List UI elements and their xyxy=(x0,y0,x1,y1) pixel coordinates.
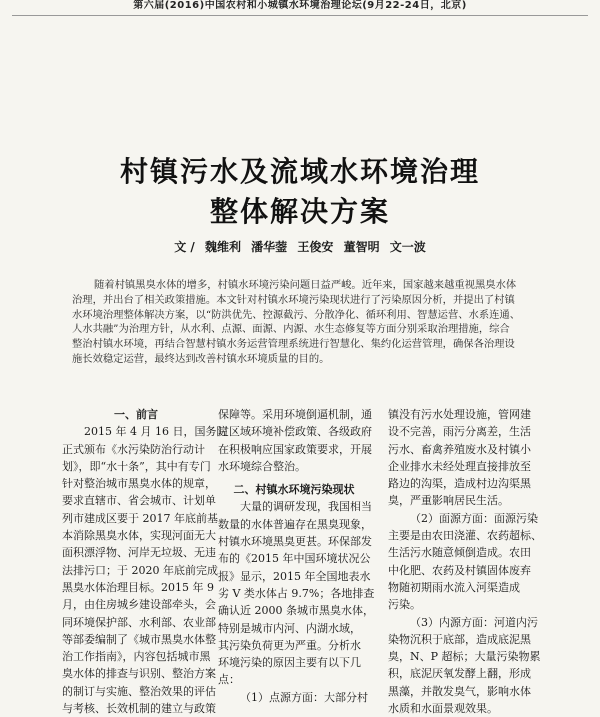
body-line: 月，由住房城乡建设部牵头，会 xyxy=(62,598,216,612)
body-line: 本消除黑臭水体，实现河面无大 xyxy=(62,529,216,543)
body-line: 污染。 xyxy=(388,598,421,612)
running-header: 第六届(2016)中国农村和小城镇水环境治理论坛(9月22-24日，北京) xyxy=(133,0,467,11)
body-line: （1）点源方面：大部分村 xyxy=(240,690,368,704)
body-column-1 xyxy=(62,406,228,717)
body-line: 正式颁布《水污染防治行动计 xyxy=(62,442,205,456)
body-line: 物随初期雨水流入河渠造成 xyxy=(388,580,520,594)
body-line: 黑藻，并散发臭气，影响水体 xyxy=(388,684,531,698)
body-column-2 xyxy=(218,406,375,706)
body-line: 确认近 2000 条城市黑臭水体， xyxy=(218,604,374,618)
author-name: 潘华蓥 xyxy=(251,240,288,254)
body-line: 臭，严重影响居民生活。 xyxy=(388,494,509,508)
body-line: 镇没有污水处理设施，管网建 xyxy=(388,408,531,421)
body-column-3 xyxy=(388,406,556,717)
article-title-line-1: 村镇污水及流域水环境治理 xyxy=(119,155,480,188)
body-line: 报》显示，2015 年全国地表水 xyxy=(218,569,371,583)
author-name: 王俊安 xyxy=(297,240,334,254)
abstract-line: 随着村镇黑臭水体的增多，村镇水环境污染问题日益严峻。近年来，国家越来越重视黑臭水体 xyxy=(94,279,517,291)
section-heading-intro: 一、前言 xyxy=(114,408,158,421)
body-line: 水环境综合整治。 xyxy=(218,459,306,473)
body-line: 路边的沟渠，造成村边沟渠黑 xyxy=(388,477,531,491)
body-line: 2015 年 4 月 16 日，国务院 xyxy=(84,425,228,439)
body-line: 布的《2015 年中国环境状况公 xyxy=(218,552,371,566)
body-line: 染物沉积于底部，造成底泥黑 xyxy=(388,632,531,646)
body-line: 过区域环境补偿政策、各级政府 xyxy=(218,425,372,439)
body-line: 特别是城市内河、内湖水域， xyxy=(218,621,361,635)
body-line: 臭水体的排查与识别、整治方案 xyxy=(62,667,216,681)
body-line: 与考核、长效机制的建立与政策 xyxy=(62,702,216,716)
body-line: （2）面源方面：面源污染 xyxy=(410,511,538,525)
body-line: 其污染负荷更为严重。分析水 xyxy=(218,638,361,652)
body-line: 环境污染的原因主要有以下几 xyxy=(218,656,361,670)
abstract-line: 人水共融”为治理方针，从水利、点源、面源、内源、水生态修复等方面分别采取治理措施，综合 xyxy=(72,323,510,336)
body-line: 同环境保护部、水利部、农业部 xyxy=(62,615,216,629)
body-line: 列市建成区要于 2017 年底前基 xyxy=(62,511,218,525)
body-line: 生活污水随意倾倒造成。农田 xyxy=(388,546,531,560)
body-line: 要求直辖市、省会城市、计划单 xyxy=(62,494,216,508)
body-line: （3）内源方面：河道内污 xyxy=(410,615,538,629)
body-line: 中化肥、农药及村镇固体废弃 xyxy=(388,563,531,577)
body-line: 等部委编制了《城市黑臭水体整 xyxy=(62,632,216,646)
abstract-line: 施长效稳定运营，最终达到改善村镇水环境质量的目的。 xyxy=(72,352,330,365)
section-heading-status: 二、村镇水环境污染现状 xyxy=(233,483,355,497)
body-line: 企业排水未经处理直接排放至 xyxy=(388,459,531,473)
article-title-line-2: 整体解决方案 xyxy=(209,195,390,228)
body-line: 污水、畜禽养殖废水及村镇小 xyxy=(388,442,531,456)
author-name: 文一波 xyxy=(389,240,426,254)
body-line: 劣 V 类水体占 9.7%；各地排查 xyxy=(218,586,375,600)
body-line: 点： xyxy=(218,673,240,687)
body-line: 水质和水面景观效果。 xyxy=(388,702,498,716)
author-name: 魏维利 xyxy=(204,240,241,254)
author-byline xyxy=(0,238,600,255)
body-line: 在积极响应国家政策要求，开展 xyxy=(218,442,372,456)
body-line: 设不完善，雨污分离差，生活 xyxy=(388,425,531,439)
body-line: 村镇水环境黑臭更甚。环保部发 xyxy=(218,535,372,549)
body-line: 针对整治城市黑臭水体的规章， xyxy=(62,477,216,491)
body-line: 的制订与实施、整治效果的评估 xyxy=(62,684,216,698)
abstract-line: 水环境治理整体解决方案，以“防洪优先、控源截污、分散净化、循环利用、智慧运营、水系连通、 xyxy=(72,308,521,321)
body-line: 划》，即“水十条”，其中有专门 xyxy=(62,459,211,473)
body-line: 保障等。采用环境倒逼机制，通 xyxy=(218,408,372,421)
abstract-line: 治理，并出台了相关政策措施。本文针对村镇水环境污染现状进行了污染原因分析，并提出了村镇 xyxy=(72,293,515,306)
body-line: 面积漂浮物、河岸无垃圾、无违 xyxy=(62,546,216,560)
abstract-line: 整治村镇水环境，再结合智慧村镇水务运营管理系统进行智慧化、集约化运营管理，确保各治理设 xyxy=(72,338,515,351)
body-line: 大量的调研发现，我国相当 xyxy=(240,500,372,514)
body-line: 法排污口；于 2020 年底前完成 xyxy=(62,563,218,577)
body-line: 主要是由农田浇灌、农药超标、 xyxy=(388,529,542,543)
body-line: 黑臭水体治理目标。2015 年 9 xyxy=(62,580,214,594)
author-name: 董智明 xyxy=(343,240,380,254)
body-line: 数量的水体普遍存在黑臭现象， xyxy=(218,517,372,531)
body-line: 积，底泥厌氧发酵上翻，形成 xyxy=(388,667,531,681)
header-rule xyxy=(12,15,588,16)
byline-prefix: 文 / xyxy=(174,240,195,254)
body-line: 臭，N、P 超标；大量污染物累 xyxy=(388,650,541,664)
body-line: 治工作指南》，内容包括城市黑 xyxy=(62,650,211,664)
abstract xyxy=(72,278,552,367)
